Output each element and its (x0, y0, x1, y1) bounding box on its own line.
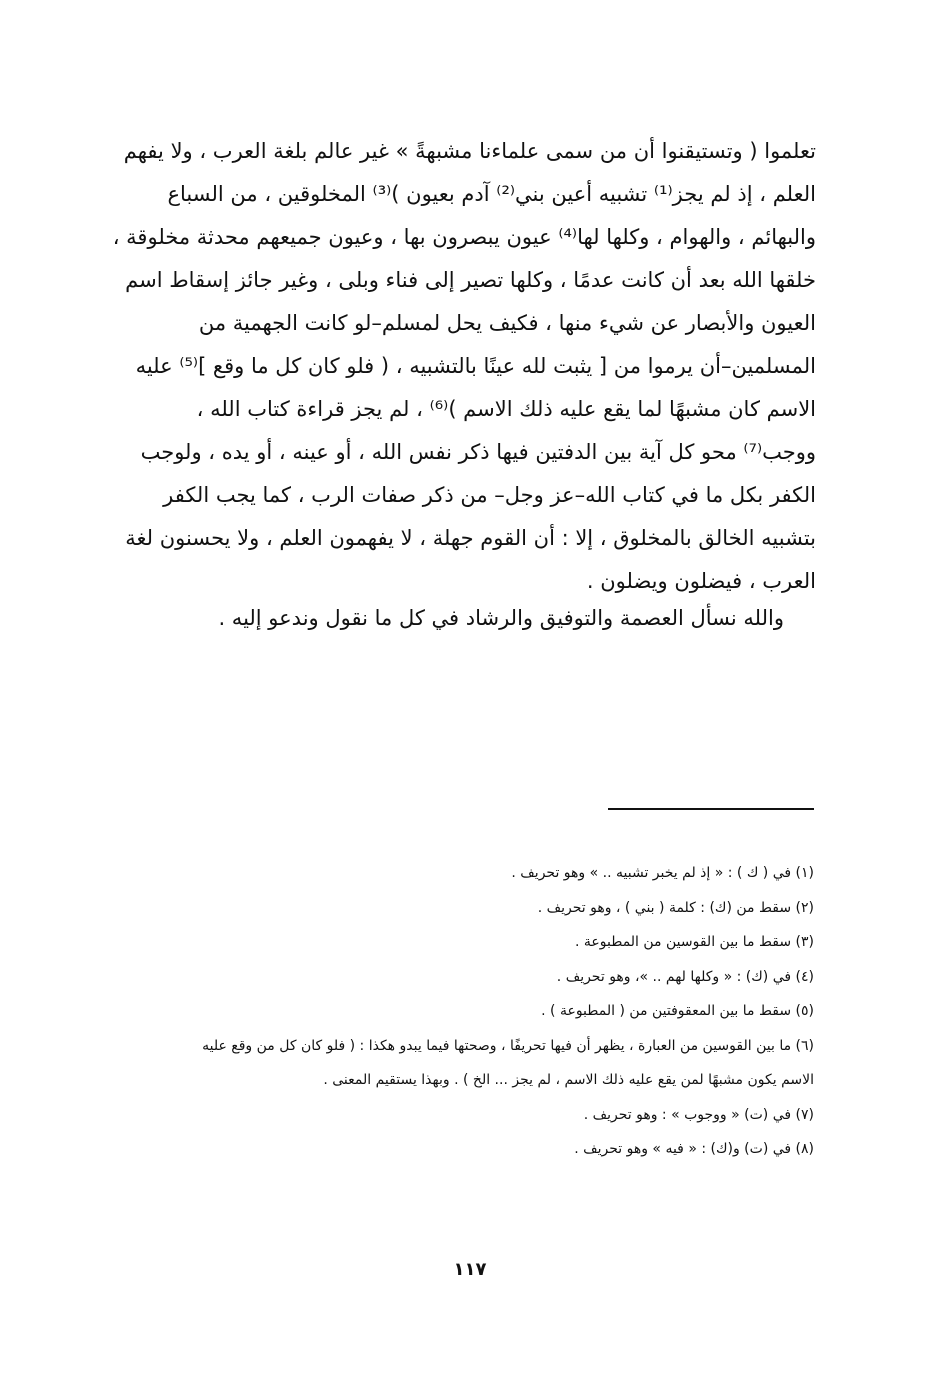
footnote-line: (٢) سقط من (ك) : كلمة ( بني ) ، وهو تحريف . (537, 899, 814, 916)
body-line: ووجب⁽⁷⁾ محو كل آية بين الدفتين فيها ذكر نفس الله ، أو عينه ، أو يده ، ولوجب (140, 440, 816, 464)
footnote-line: (٤) في (ك) : « وكلها لهم .. »، وهو تحريف . (556, 968, 814, 985)
body-line: العلم ، إذ لم يجز⁽¹⁾ تشبيه أعين بني⁽²⁾ آدم بعيون )⁽³⁾ المخلوقين ، من السباع (167, 182, 816, 206)
body-line: خلقها الله بعد أن كانت عدمًا ، وكلها تصير إلى فناء وبلى ، وغير جائز إسقاط اسم (125, 268, 816, 292)
body-line: العيون والأبصار عن شيء منها ، فكيف يحل لمسلم–لو كانت الجهمية من (198, 311, 816, 335)
footnote-line: الاسم يكون مشبهًا لمن يقع عليه ذلك الاسم ، لم يجز ... الخ ) . وبهذا يستقيم المعنى . (323, 1072, 814, 1088)
body-line: المسلمين–أن يرموا من [ يثبت لله عينًا بالتشبيه ، ( فلو كان كل ما وقع ]⁽⁵⁾ عليه (135, 354, 816, 378)
main-text-block (112, 130, 816, 603)
body-line: والبهائم ، والهوام ، وكلها لها⁽⁴⁾ عيون يبصرون بها ، وعيون جميعهم محدثة مخلوقة ، (112, 225, 816, 249)
footnote-line: (٨) في (ت) و(ك) : « فيه » وهو تحريف . (574, 1141, 814, 1157)
body-line: تعلموا ( وتستيقنوا أن من سمى علماءنا مشبهةً » غير عالم بلغة العرب ، ولا يفهم (123, 139, 816, 163)
body-line: بتشبيه الخالق بالمخلوق ، إلا : أن القوم جهلة ، لا يفهمون العلم ، ولا يحسنون لغة (125, 526, 816, 550)
footnote-line: (٧) في (ت) « ووجوب » : وهو تحريف . (583, 1106, 814, 1123)
body-line: الاسم كان مشبهًا لما يقع عليه ذلك الاسم )⁽⁶⁾ ، لم يجز قراءة كتاب الله ، (196, 397, 816, 421)
body-line: الكفر بكل ما في كتاب الله–عز وجل– من ذكر صفات الرب ، كما يجب الكفر (163, 483, 816, 507)
closing-paragraph: والله نسأل العصمة والتوفيق والرشاد في كل ما نقول وندعو إليه . (218, 606, 784, 630)
footnote-line: (٥) سقط ما بين المعقوفتين من ( المطبوعة ) . (541, 1003, 814, 1019)
page-number: ١١٧ (453, 1259, 487, 1280)
footnotes-block (150, 856, 814, 1167)
footnote-line: (١) في ( ك ) : « إذ لم يخبر تشبيه .. » وهو تحريف . (511, 865, 814, 881)
footnote-line: (٣) سقط ما بين القوسين من المطبوعة . (575, 934, 814, 950)
footnote-separator (608, 808, 814, 810)
body-line: العرب ، فيضلون ويضلون . (586, 569, 816, 593)
footnote-line: (٦) ما بين القوسين من العبارة ، يظهر أن فيها تحريفًا ، وصحتها فيما يبدو هكذا : ( فلو كان كل من وقع عليه (202, 1037, 814, 1054)
